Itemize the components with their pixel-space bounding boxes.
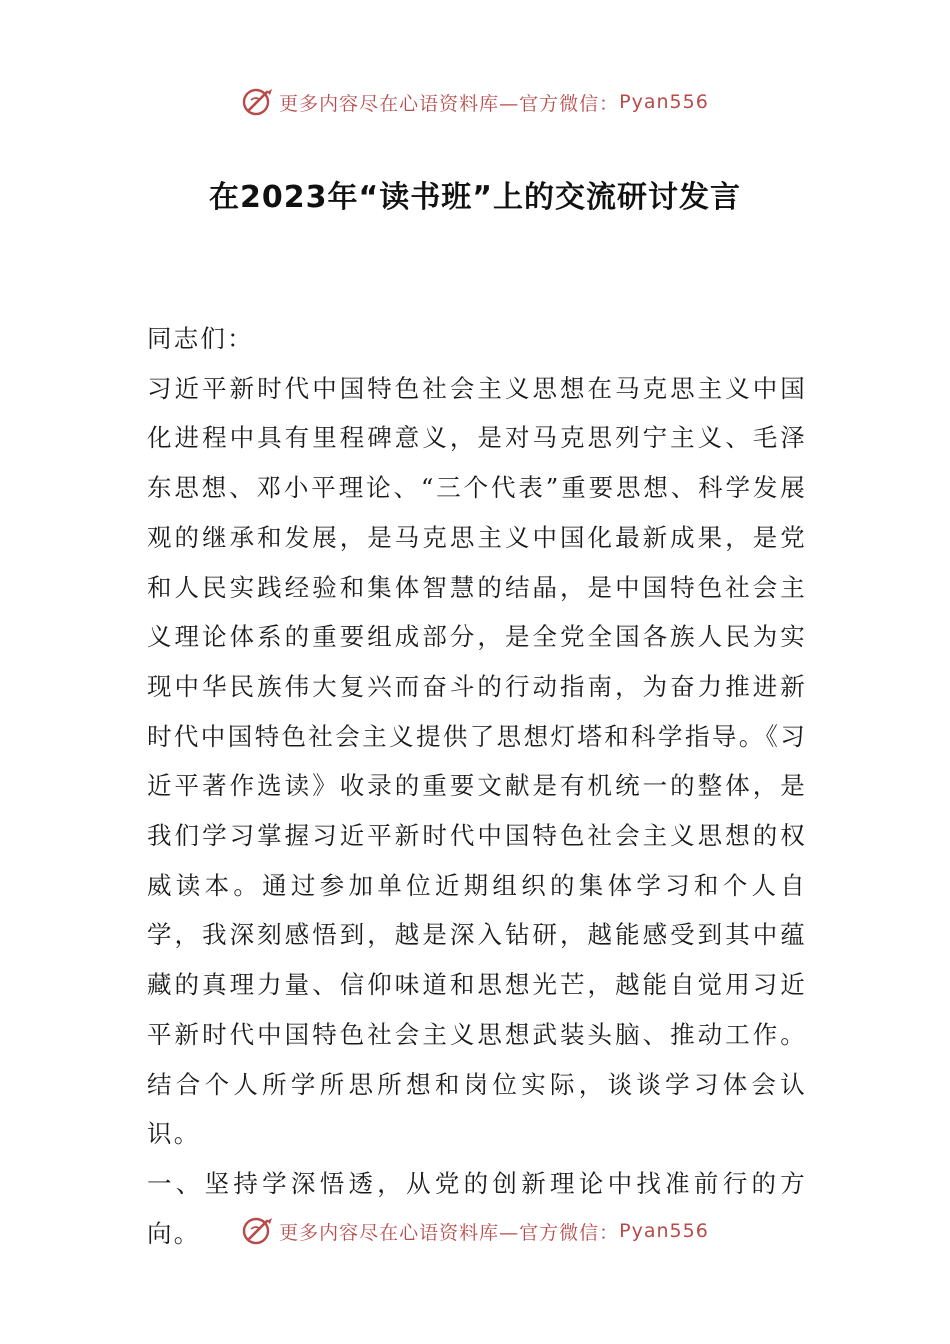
- pen-logo-icon: [241, 85, 275, 119]
- document-body: [147, 314, 807, 1258]
- pen-logo-icon: [241, 1214, 275, 1248]
- body-paragraph: 习近平新时代中国特色社会主义思想在马克思主义中国化进程中具有里程碑意义，是对马克思列宁主义、毛泽东思想、邓小平理论、“三个代表”重要思想、科学发展观的继承和发展，是马克思主义中国化最新成果，是党和人民实践经验和集体智慧的结晶，是中国特色社会主义理论体系的重要组成部分，是全党全国各族人民为实现中华民族伟大复兴而奋斗的行动指南，为奋力推进新时代中国特色社会主义提供了思想灯塔和科学指导。《习近平著作选读》收录的重要文献是有机统一的整体，是我们学习掌握习近平新时代中国特色社会主义思想的权威读本。通过参加单位近期组织的集体学习和个人自学，我深刻感悟到，越是深入钻研，越能感受到其中蕴藏的真理力量、信仰味道和思想光芒，越能自觉用习近平新时代中国特色社会主义思想武装头脑、推动工作。结合个人所学所思所想和岗位实际，谈谈学习体会认识。: [147, 373, 807, 1149]
- banner-wechat-id: Pyan556: [619, 1220, 709, 1242]
- banner-slogan: 更多内容尽在心语资料库—官方微信：: [279, 92, 620, 115]
- footer-banner: [0, 1211, 950, 1251]
- banner-slogan: 更多内容尽在心语资料库—官方微信：: [279, 1221, 620, 1244]
- header-banner: [0, 82, 950, 122]
- salutation: 同志们：: [147, 324, 254, 353]
- banner-wechat-id: Pyan556: [619, 91, 709, 113]
- document-title: 在2023年“读书班”上的交流研讨发言: [209, 180, 741, 215]
- section-heading: 一、坚持学深悟透，从党的创新理论中找准前行的方向。: [147, 1168, 807, 1248]
